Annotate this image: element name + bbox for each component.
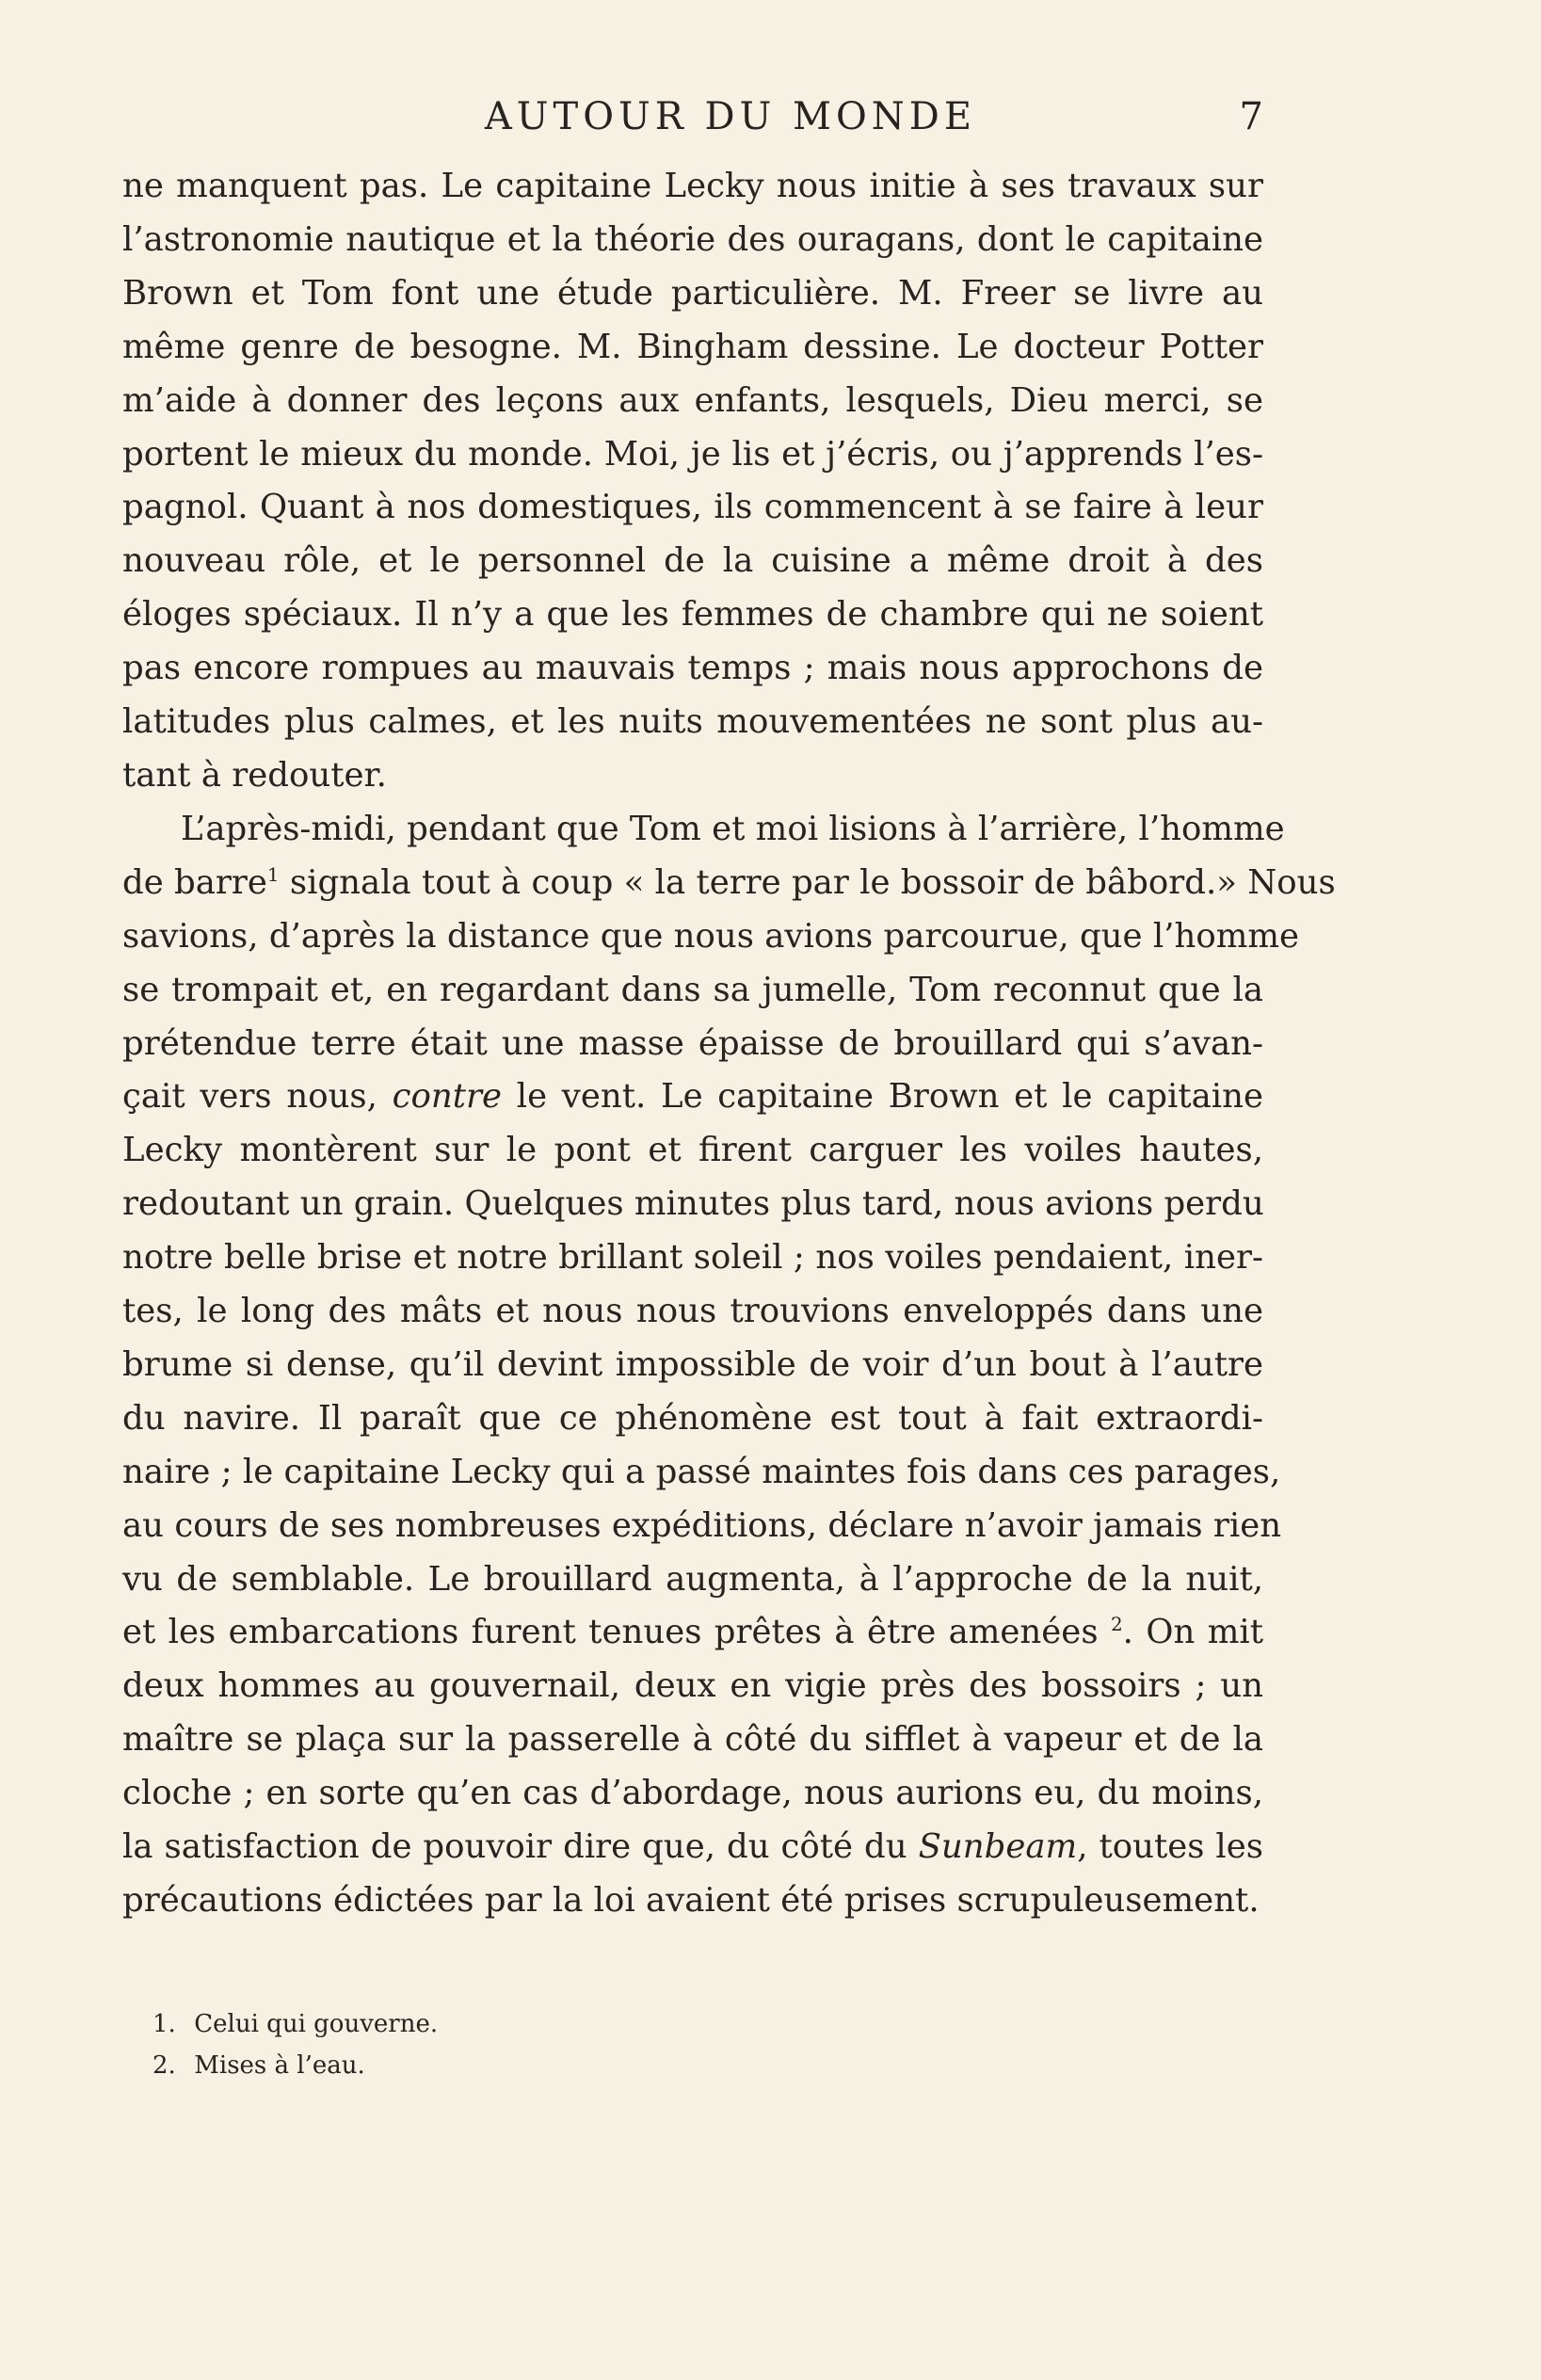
footnote-ref-2: 2 [1110,1613,1123,1636]
text-segment: la satisfaction de pouvoir dire que, du côté du [122,1827,919,1867]
text-line: redoutant un grain. Quelques minutes plus tard, nous avions perdu [122,1184,1264,1224]
text-line: prétendue terre était une masse épaisse de brouillard qui s’avan- [122,1023,1263,1063]
text-line: même genre de besogne. M. Bingham dessine. Le docteur Potter [122,327,1263,366]
body-text [122,160,1336,1928]
footnote-number: 2. [152,2051,176,2080]
text-line: latitudes plus calmes, et les nuits mouvementées ne sont plus au- [122,702,1263,742]
text-line: cloche ; en sorte qu’en cas d’abordage, nous aurions eu, du moins, [122,1774,1263,1813]
running-title: AUTOUR DU MONDE [484,95,977,138]
text-line: notre belle brise et notre brillant soleil ; nos voiles pendaient, iner- [122,1238,1263,1278]
text-line: du navire. Il paraît que ce phénomène est tout à fait extraordi- [122,1398,1263,1438]
text-line: naire ; le capitaine Lecky qui a passé maintes fois dans ces parages, [122,1452,1281,1491]
text-line: deux hommes au gouvernail, deux en vigie près des bossoirs ; un [122,1666,1263,1706]
text-line: maître se plaça sur la passerelle à côté du sifflet à vapeur et de la [122,1720,1263,1760]
text-line: éloges spéciaux. Il n’y a que les femmes de chambre qui ne soient [122,595,1263,635]
footnote-ref-1: 1 [266,862,280,886]
running-header [122,90,1263,143]
page-number: 7 [1239,95,1263,138]
text-line [122,1070,1263,1124]
text-line: vu de semblable. Le brouillard augmenta, à l’approche de la nuit, [122,1559,1263,1599]
text-segment: , toutes les [1077,1827,1263,1867]
footnotes [152,2003,1188,2086]
text-segment: . On mit [1122,1613,1263,1652]
text-line: L’après-midi, pendant que Tom et moi lisions à l’arrière, l’homme [181,809,1285,848]
text-line: Brown et Tom font une étude particulière. M. Freer se livre au [122,273,1263,313]
text-line: se trompait et, en regardant dans sa jumelle, Tom reconnut que la [122,970,1263,1009]
text-line: tant à redouter. [122,755,387,795]
text-line: au cours de ses nombreuses expéditions, déclare n’avoir jamais rien [122,1505,1282,1545]
footnote-2 [152,2045,1188,2086]
text-line: Lecky montèrent sur le pont et firent carguer les voiles hautes, [122,1131,1263,1170]
text-line [122,857,1336,910]
text-line [122,1821,1263,1874]
footnote-1 [152,2003,1188,2045]
text-line: tes, le long des mâts et nous nous trouvions enveloppés dans une [122,1292,1263,1331]
text-segment: çait vers nous, [122,1077,393,1117]
text-line: ne manquent pas. Le capitaine Lecky nous initie à ses travaux sur [122,167,1263,205]
ship-name: Sunbeam [918,1827,1078,1867]
text-line: pagnol. Quant à nos domestiques, ils commencent à se faire à leur [122,488,1263,527]
text-line: pas encore rompues au mauvais temps ; mais nous approchons de [122,649,1263,688]
footnote-text: Celui qui gouverne. [194,2010,439,2038]
text-line [122,1606,1263,1660]
text-segment: et les embarcations furent tenues prêtes à être amenées [122,1613,1111,1652]
text-line: précautions édictées par la loi avaient été prises scrupuleusement. [122,1881,1260,1920]
paragraph-2 [122,803,1336,1928]
text-line: portent le mieux du monde. Moi, je lis et j’écris, ou j’apprends l’es- [122,434,1263,474]
text-segment: le vent. Le capitaine Brown et le capitaine [502,1077,1263,1117]
italic-word: contre [392,1077,503,1117]
text-line: m’aide à donner des leçons aux enfants, lesquels, Dieu merci, se [122,380,1263,420]
text-segment: signala tout à coup « la terre par le bossoir de bâbord.» Nous [279,862,1336,902]
text-segment: de barre [122,862,267,902]
paragraph-1 [122,160,1263,803]
footnote-text: Mises à l’eau. [194,2051,365,2080]
text-line: l’astronomie nautique et la théorie des ouragans, dont le capitaine [122,219,1263,259]
text-line: nouveau rôle, et le personnel de la cuisine a même droit à des [122,541,1263,581]
text-line: savions, d’après la distance que nous avions parcourue, que l’homme [122,916,1300,956]
text-line: brume si dense, qu’il devint impossible de voir d’un bout à l’autre [122,1344,1263,1384]
footnote-number: 1. [152,2010,176,2038]
